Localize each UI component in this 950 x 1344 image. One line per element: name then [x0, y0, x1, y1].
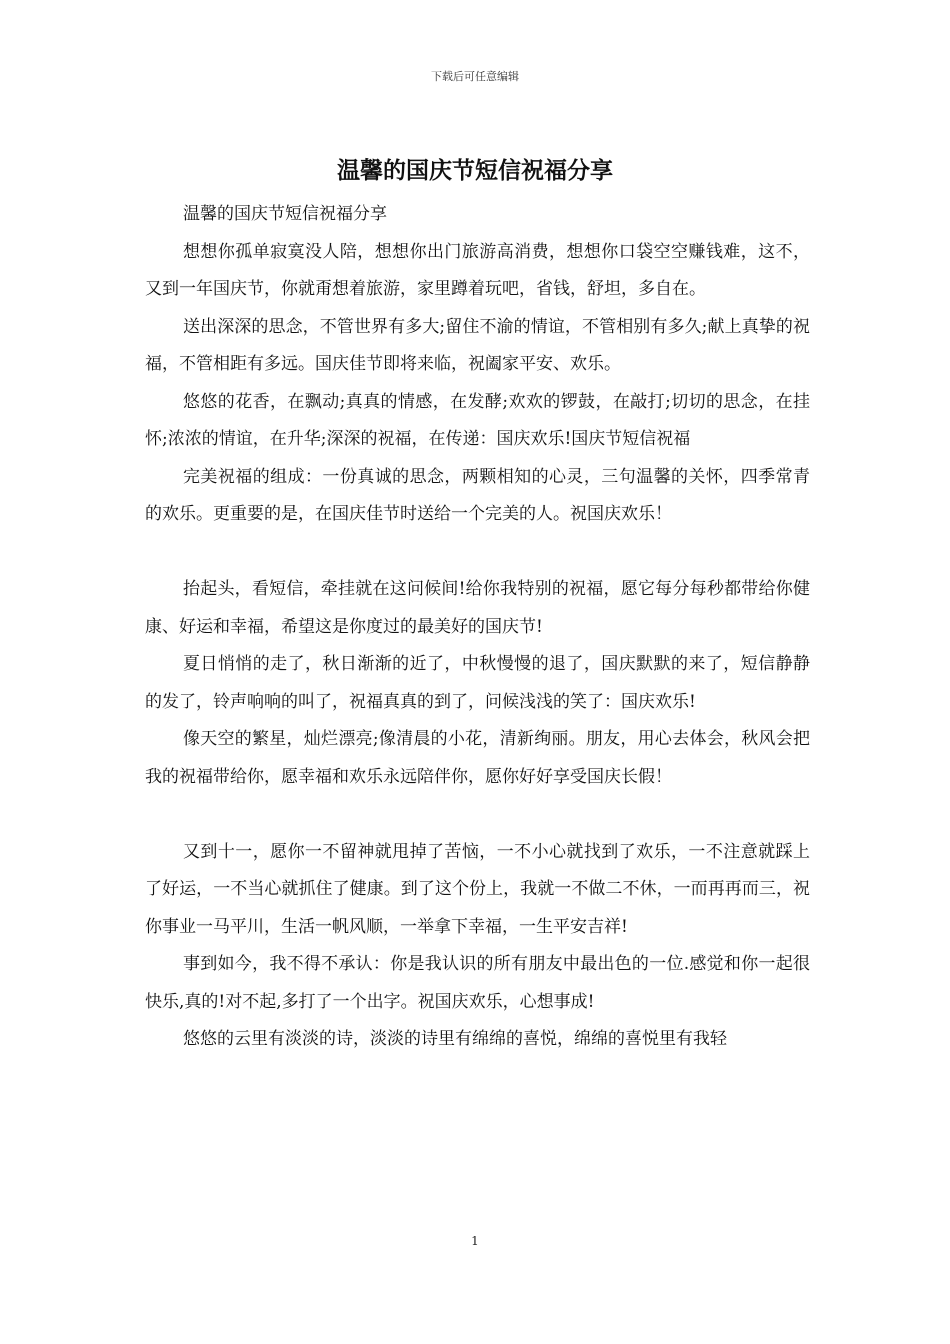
paragraph: 事到如今，我不得不承认：你是我认识的所有朋友中最出色的一位.感觉和你一起很快乐,真的!对不起,多打了一个出字。祝国庆欢乐，心想事成! [145, 954, 810, 1012]
page-number: 1 [471, 1234, 479, 1248]
paragraph-subtitle: 温馨的国庆节短信祝福分享 [183, 204, 387, 224]
document-body [145, 196, 810, 1059]
document-title: 温馨的国庆节短信祝福分享 [337, 157, 613, 184]
paragraph: 像天空的繁星，灿烂漂亮;像清晨的小花，清新绚丽。朋友，用心去体会，秋风会把我的祝福带给你，愿幸福和欢乐永远陪伴你，愿你好好享受国庆长假！ [145, 729, 810, 787]
page-header-note: 下载后可任意编辑 [431, 70, 519, 83]
paragraph: 夏日悄悄的走了，秋日渐渐的近了，中秋慢慢的退了，国庆默默的来了，短信静静的发了，铃声响响的叫了，祝福真真的到了，问候浅浅的笑了：国庆欢乐! [145, 654, 810, 712]
paragraph: 悠悠的花香，在飘动;真真的情感，在发酵;欢欢的锣鼓，在敲打;切切的思念，在挂怀;浓浓的情谊，在升华;深深的祝福，在传递：国庆欢乐!国庆节短信祝福 [145, 391, 810, 449]
paragraph: 悠悠的云里有淡淡的诗，淡淡的诗里有绵绵的喜悦，绵绵的喜悦里有我轻 [183, 1029, 727, 1049]
paragraph: 送出深深的思念，不管世界有多大;留住不渝的情谊，不管相别有多久;献上真挚的祝福，不管相距有多远。国庆佳节即将来临，祝阖家平安、欢乐。 [145, 316, 810, 374]
paragraph: 又到十一，愿你一不留神就甩掉了苦恼，一不小心就找到了欢乐，一不注意就踩上了好运，一不当心就抓住了健康。到了这个份上，我就一不做二不休，一而再再而三，祝你事业一马平川，生活一帆风顺，一举拿下幸福，一生平安吉祥! [145, 841, 810, 937]
paragraph: 抬起头，看短信，牵挂就在这问候间!给你我特别的祝福，愿它每分每秒都带给你健康、好运和幸福，希望这是你度过的最美好的国庆节! [145, 579, 810, 637]
paragraph: 完美祝福的组成：一份真诚的思念，两颗相知的心灵，三句温馨的关怀，四季常青的欢乐。更重要的是，在国庆佳节时送给一个完美的人。祝国庆欢乐！ [145, 466, 810, 524]
paragraph: 想想你孤单寂寞没人陪，想想你出门旅游高消费，想想你口袋空空赚钱难，这不，又到一年国庆节，你就甭想着旅游，家里蹲着玩吧，省钱，舒坦，多自在。 [145, 241, 810, 299]
